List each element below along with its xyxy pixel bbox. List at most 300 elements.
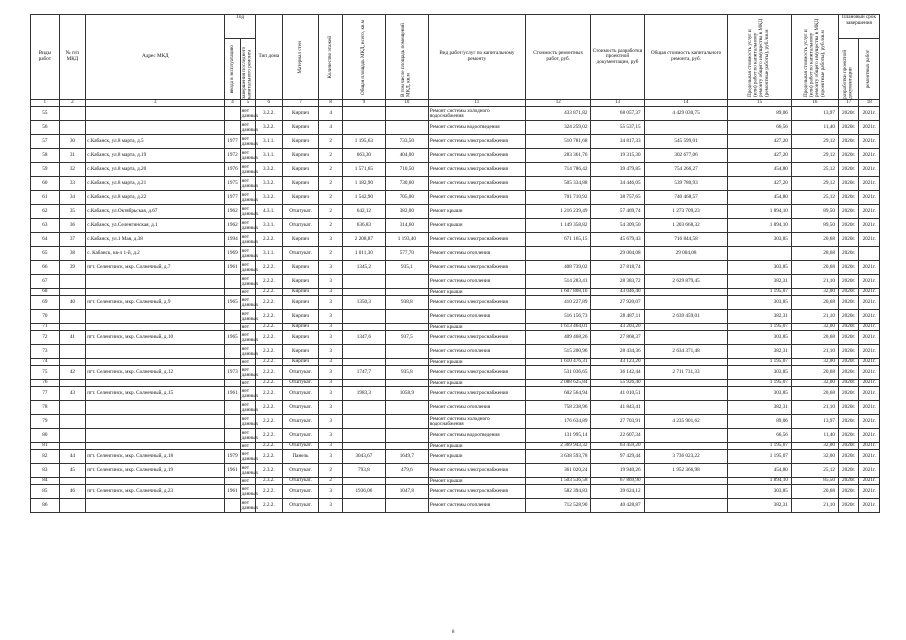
cell-plan-remont: 2021г.: [859, 450, 880, 464]
cell-god-remonta: нет данных: [241, 233, 259, 245]
table-row: [31, 296, 880, 310]
cell-address: с.Кабанск, ул.8 марта, д.5: [86, 135, 225, 149]
cell-plan-proekt: 2020г.: [838, 415, 858, 429]
cell-area-total: 1350,3: [342, 296, 385, 310]
cell-plan-remont: 2021г.: [859, 289, 880, 296]
cell-cost-project: 57 469,74: [591, 205, 644, 219]
column-number: 18: [859, 100, 880, 107]
cell-etazhey: 2: [319, 464, 343, 478]
cell-cost-repair: 510 781,68: [525, 135, 590, 149]
cell-god-vvoda: 1965: [225, 331, 240, 345]
header-plan-remont: ремонтных работ: [859, 39, 880, 100]
cell-god-vvoda: 1961: [225, 387, 240, 401]
table-row: [31, 219, 880, 233]
cell-god-remonta: нет данных: [241, 345, 259, 357]
cell-cost-project: 27 818,74: [591, 261, 644, 275]
cell-area-total: 1 011,30: [342, 247, 385, 261]
cell-cost-total: 545 599,01: [644, 135, 728, 149]
cell-pred-cost-1: 1 195,07: [728, 443, 791, 450]
cell-address: с.Кабанск, ул.Октябрьская, д.67: [86, 205, 225, 219]
column-number: 15: [728, 100, 791, 107]
cell-area-total: 1345,2: [342, 261, 385, 275]
cell-pred-cost-2: 20,68: [791, 387, 838, 401]
cell-plan-remont: 2021г.: [859, 380, 880, 387]
cell-material: Отштукат.: [282, 401, 319, 415]
cell-vid-rabot: 78: [31, 401, 60, 415]
cell-pred-cost-1: 1 894,10: [728, 219, 791, 233]
cell-area-rooms: 382,00: [385, 205, 428, 219]
cell-cost-repair: 2 088 625,84: [525, 380, 590, 387]
cell-address: [86, 310, 225, 324]
cell-cost-repair: 714 786,42: [525, 163, 590, 177]
header-address: Адрес МКД: [86, 15, 225, 100]
cell-area-rooms: 938,8: [385, 296, 428, 310]
cell-cost-repair: 516 156,73: [525, 310, 590, 324]
cell-material: Отштукат.: [282, 478, 319, 485]
cell-address: [86, 401, 225, 415]
cell-material: Отштукат.: [282, 499, 319, 513]
cell-god-vvoda: 1969: [225, 247, 240, 261]
cell-vid-rabot: 72: [31, 331, 60, 345]
cell-area-rooms: 935,1: [385, 261, 428, 275]
cell-cost-repair: 514 283,41: [525, 275, 590, 289]
cell-etazhey: 3: [319, 331, 343, 345]
cell-cost-project: 41 843,41: [591, 401, 644, 415]
cell-cost-project: 43 123,20: [591, 359, 644, 366]
cell-vid-uslug: Ремонт системы электроснабжения: [428, 233, 525, 247]
cell-etazhey: 2: [319, 191, 343, 205]
cell-material: Отштукат.: [282, 485, 319, 499]
cell-address: [86, 478, 225, 485]
cell-cost-repair: 712 528,90: [525, 499, 590, 513]
cell-god-remonta: нет данных: [241, 163, 259, 175]
cell-vid-uslug: Ремонт системы водоотведения: [428, 429, 525, 443]
cell-material: Кирпич: [282, 163, 319, 177]
table-body: [31, 107, 880, 513]
cell-num-mkd: 33: [59, 177, 86, 191]
table-row: [31, 107, 880, 121]
cell-etazhey: 3: [319, 345, 343, 359]
cell-etazhey: 2: [319, 163, 343, 177]
cell-cost-repair: 1 613 464,01: [525, 324, 590, 331]
cell-address: [86, 289, 225, 296]
cell-god-remonta: нет данных: [241, 296, 259, 308]
cell-plan-remont: 2021г.: [859, 478, 880, 485]
cell-vid-uslug: Ремонт системы электроснабжения: [428, 261, 525, 275]
cell-god-vvoda: 1979: [225, 450, 240, 464]
header-god-remonta: завершения последнего капитального ремонта: [240, 39, 255, 100]
cell-cost-project: 43 203,20: [591, 324, 644, 331]
cell-god-remonta: нет данных: [241, 121, 259, 133]
cell-god-remonta: нет: [240, 478, 255, 485]
cell-cost-total: [644, 401, 728, 415]
cell-cost-repair: 283 361,76: [525, 149, 590, 163]
cell-pred-cost-1: 427,20: [728, 177, 791, 191]
cell-cost-repair: 505 334,88: [525, 177, 590, 191]
cell-plan-remont: 2021г.: [859, 163, 880, 177]
cell-material: Кирпич: [282, 324, 319, 331]
cell-tip-doma: 2.2.2.: [255, 443, 282, 450]
cell-num-mkd: 32: [59, 163, 86, 177]
table-row: [31, 499, 880, 513]
cell-material: Отштукат.: [282, 415, 319, 429]
header-god: Год: [225, 15, 256, 39]
cell-cost-repair: 410 227,89: [525, 296, 590, 310]
cell-vid-rabot: 82: [31, 450, 60, 464]
cell-material: Кирпич: [282, 135, 319, 149]
header-material: Материал стен: [282, 15, 319, 100]
cell-address: с.Кабанск, ул.1 Мая, д.38: [86, 233, 225, 247]
cell-god-vvoda: 1977: [225, 135, 240, 149]
cell-num-mkd: [59, 359, 86, 366]
cell-area-total: 1936,06: [342, 485, 385, 499]
cell-cost-repair: 602 564,94: [525, 387, 590, 401]
cell-god-vvoda: [225, 107, 240, 121]
cell-cost-total: [644, 121, 728, 135]
cell-cost-total: 2 634 371,48: [644, 345, 728, 359]
cell-god-vvoda: 1961: [225, 464, 240, 478]
cell-god-remonta: нет данных: [241, 219, 259, 231]
cell-god-vvoda: 1961: [225, 261, 240, 275]
cell-tip-doma: 2.2.2.: [255, 485, 282, 499]
cell-tip-doma: 4.3.1.: [255, 205, 282, 219]
cell-cost-project: 27 920,07: [591, 296, 644, 310]
table-row: [31, 324, 880, 331]
cell-num-mkd: [59, 443, 86, 450]
column-number: 7: [282, 100, 319, 107]
cell-cost-repair: 515 200,96: [525, 345, 590, 359]
cell-pred-cost-1: [728, 247, 791, 261]
cell-material: Кирпич: [282, 275, 319, 289]
table-row: [31, 464, 880, 478]
cell-area-rooms: 577,70: [385, 247, 428, 261]
cell-god-remonta: нет данных: [241, 401, 259, 413]
cell-plan-proekt: 2020г.: [838, 247, 858, 261]
cell-vid-rabot: 80: [31, 429, 60, 443]
cell-god-remonta: нет данных: [241, 331, 259, 343]
cell-god-vvoda: [225, 429, 240, 443]
cell-pred-cost-1: 454,80: [728, 464, 791, 478]
cell-vid-rabot: 59: [31, 163, 60, 177]
cell-material: Отштукат.: [282, 366, 319, 380]
cell-address: с.Кабанск, ул.8 марта, д.19: [86, 149, 225, 163]
cell-plan-remont: 2021г.: [859, 191, 880, 205]
cell-plan-proekt: 2020г.: [838, 443, 858, 450]
cell-material: Кирпич: [282, 149, 319, 163]
cell-pred-cost-2: 32,00: [791, 289, 838, 296]
header-pred-cost-2: Предельная стоимость услуг и (или) работ по капитальному ремонту общего имущества в МКД (проектные работы), руб./кв.м: [791, 15, 838, 100]
cell-pred-cost-1: 1 195,07: [728, 324, 791, 331]
cell-plan-remont: 2021г.: [859, 387, 880, 401]
cell-vid-rabot: 69: [31, 296, 60, 310]
cell-vid-rabot: 67: [31, 275, 60, 289]
cell-god-remonta: нет данных: [241, 261, 259, 273]
cell-pred-cost-1: 382,31: [728, 401, 791, 415]
cell-cost-project: 28 383,72: [591, 275, 644, 289]
cell-vid-uslug: Ремонт системы отопления: [428, 275, 525, 289]
cell-plan-proekt: 2020г.: [838, 429, 858, 443]
cell-num-mkd: [59, 429, 86, 443]
cell-area-total: [342, 121, 385, 135]
cell-pred-cost-1: 1 195,07: [728, 289, 791, 296]
cell-cost-project: 19 940,26: [591, 464, 644, 478]
cell-vid-uslug: Ремонт системы электроснабжения: [428, 464, 525, 478]
cell-god-vvoda: [225, 499, 240, 513]
cell-vid-uslug: Ремонт крыши: [428, 324, 525, 331]
cell-plan-proekt: 2020г.: [838, 464, 858, 478]
column-number-row: [31, 100, 880, 107]
cell-material: Отштукат.: [282, 219, 319, 233]
cell-god-remonta: нет: [240, 324, 255, 331]
cell-area-rooms: [385, 443, 428, 450]
cell-tip-doma: 2.2.2.: [255, 415, 282, 429]
cell-tip-doma: 2.2.2.: [255, 233, 282, 247]
cell-vid-rabot: 66: [31, 261, 60, 275]
cell-cost-total: 754 266,27: [644, 163, 728, 177]
cell-etazhey: 3: [319, 366, 343, 380]
column-number: 2: [59, 100, 86, 107]
table-row: [31, 443, 880, 450]
table-row: [31, 485, 880, 499]
cell-area-rooms: [385, 121, 428, 135]
page-number: 8: [452, 630, 455, 635]
cell-address: [86, 499, 225, 513]
cell-address: с.Кабанск, ул.8 марта, д.22: [86, 191, 225, 205]
cell-cost-total: [644, 478, 728, 485]
cell-address: пгт. Селенгинск, мкр. Солнечный, д.15: [86, 387, 225, 401]
cell-vid-uslug: Ремонт крыши: [428, 359, 525, 366]
cell-pred-cost-2: 32,00: [791, 380, 838, 387]
column-number: 8: [319, 100, 343, 107]
cell-vid-uslug: Ремонт системы электроснабжения: [428, 296, 525, 310]
cell-plan-remont: 2021г.: [859, 366, 880, 380]
cell-area-rooms: 710,50: [385, 163, 428, 177]
cell-plan-remont: 2021г.: [859, 324, 880, 331]
cell-cost-repair: 1 216 239,49: [525, 205, 590, 219]
cell-cost-total: [644, 261, 728, 275]
cell-cost-repair: 131 995,14: [525, 429, 590, 443]
cell-etazhey: 2: [319, 478, 343, 485]
cell-pred-cost-2: 21,10: [791, 499, 838, 513]
cell-area-total: 1 182,90: [342, 177, 385, 191]
cell-plan-proekt: 2020г.: [838, 485, 858, 499]
cell-cost-project: 55 926,40: [591, 380, 644, 387]
cell-god-remonta: нет данных: [241, 135, 259, 147]
cell-num-mkd: 42: [59, 366, 86, 380]
cell-pred-cost-1: 1 894,10: [728, 478, 791, 485]
cell-material: Отштукат.: [282, 464, 319, 478]
cell-material: Отштукат.: [282, 205, 319, 219]
cell-num-mkd: [59, 289, 86, 296]
cell-address: [86, 345, 225, 359]
cell-etazhey: 2: [319, 219, 343, 233]
column-number: 16: [791, 100, 838, 107]
cell-god-remonta: нет: [240, 380, 255, 387]
cell-cost-total: 716 844,58: [644, 233, 728, 247]
cell-plan-proekt: 2020г.: [838, 205, 858, 219]
cell-area-rooms: 730,60: [385, 177, 428, 191]
cell-material: Кирпич: [282, 121, 319, 135]
cell-pred-cost-1: 89,06: [728, 415, 791, 429]
column-number: 10: [385, 100, 428, 107]
cell-cost-total: 740 468,57: [644, 191, 728, 205]
cell-pred-cost-1: 382,31: [728, 499, 791, 513]
cell-area-total: [342, 499, 385, 513]
cell-plan-proekt: 2020г.: [838, 380, 858, 387]
cell-cost-project: 54 309,50: [591, 219, 644, 233]
cell-cost-repair: 2 369 943,32: [525, 443, 590, 450]
cell-god-remonta: нет данных: [241, 429, 259, 441]
cell-area-rooms: [385, 324, 428, 331]
column-number: 17: [838, 100, 858, 107]
cell-god-vvoda: 1972: [225, 149, 240, 163]
cell-vid-rabot: 61: [31, 191, 60, 205]
cell-god-vvoda: [225, 345, 240, 359]
cell-cost-project: 68 057,37: [591, 107, 644, 121]
cell-area-rooms: 1058,9: [385, 387, 428, 401]
cell-vid-uslug: Ремонт системы отопления: [428, 345, 525, 359]
cell-cost-repair: 582 394,83: [525, 485, 590, 499]
table-row: [31, 121, 880, 135]
cell-tip-doma: 2.2.2.: [255, 310, 282, 324]
cell-god-vvoda: [225, 310, 240, 324]
cell-vid-uslug: Ремонт системы холодного водоснабжения: [428, 107, 525, 121]
cell-plan-remont: 2021г.: [859, 310, 880, 324]
cell-cost-project: 55 537,15: [591, 121, 644, 135]
cell-pred-cost-1: 66,56: [728, 429, 791, 443]
cell-pred-cost-2: 20,68: [791, 233, 838, 247]
cell-cost-total: 4 235 901,62: [644, 415, 728, 429]
cell-tip-doma: 3.3.2.: [255, 177, 282, 191]
cell-cost-project: 27 703,91: [591, 415, 644, 429]
cell-num-mkd: 43: [59, 387, 86, 401]
cell-tip-doma: 2.2.2.: [255, 401, 282, 415]
cell-pred-cost-1: 66,56: [728, 121, 791, 135]
cell-address: пгт. Селенгинск, мкр. Солнечный, д.19: [86, 464, 225, 478]
cell-pred-cost-2: 25,12: [791, 163, 838, 177]
capital-repair-table: [30, 14, 880, 513]
cell-material: Отштукат.: [282, 387, 319, 401]
cell-cost-total: 29 004,08: [644, 247, 728, 261]
cell-plan-proekt: 2020г.: [838, 289, 858, 296]
cell-address: пгт. Селенгинск, мкр. Солнечный, д.9: [86, 296, 225, 310]
cell-plan-proekt: 2020г.: [838, 135, 858, 149]
header-area-rooms: В том числе площадь помещений МКД, кв.м: [385, 15, 428, 100]
cell-cost-project: 63 459,20: [591, 443, 644, 450]
table-row: [31, 401, 880, 415]
cell-cost-total: [644, 429, 728, 443]
cell-plan-proekt: 2020г.: [838, 324, 858, 331]
cell-plan-proekt: 2020г.: [838, 149, 858, 163]
cell-vid-uslug: Ремонт крыши: [428, 205, 525, 219]
table-row: [31, 261, 880, 275]
cell-pred-cost-2: 11,40: [791, 429, 838, 443]
cell-num-mkd: 45: [59, 464, 86, 478]
cell-tip-doma: 2.2.2.: [255, 296, 282, 310]
cell-num-mkd: [59, 324, 86, 331]
cell-cost-repair: 701 710,92: [525, 191, 590, 205]
cell-pred-cost-1: 1 195,07: [728, 380, 791, 387]
column-number: 12: [525, 100, 590, 107]
header-vid-uslug: Вид работ/услуг по капитальному ремонту: [428, 15, 525, 100]
cell-num-mkd: [59, 499, 86, 513]
cell-area-rooms: 935,8: [385, 366, 428, 380]
cell-vid-rabot: 60: [31, 177, 60, 191]
cell-plan-remont: 2021г.: [859, 296, 880, 310]
cell-pred-cost-2: 20,68: [791, 331, 838, 345]
cell-vid-rabot: 64: [31, 233, 60, 247]
table-row: [31, 149, 880, 163]
cell-god-remonta: нет данных: [241, 415, 259, 427]
cell-area-total: 3043,67: [342, 450, 385, 464]
cell-etazhey: 3: [319, 359, 343, 366]
cell-pred-cost-2: 32,00: [791, 443, 838, 450]
cell-god-vvoda: 1975: [225, 177, 240, 191]
cell-cost-project: 22 607,34: [591, 429, 644, 443]
cell-num-mkd: [59, 380, 86, 387]
cell-plan-proekt: 2020г.: [838, 387, 858, 401]
cell-vid-uslug: Ремонт системы электроснабжения: [428, 163, 525, 177]
cell-plan-proekt: 2020г.: [838, 331, 858, 345]
cell-pred-cost-2: 21,10: [791, 401, 838, 415]
cell-address: [86, 429, 225, 443]
cell-cost-project: 36 142,44: [591, 366, 644, 380]
cell-god-vvoda: [225, 324, 240, 331]
cell-vid-uslug: Ремонт системы отопления: [428, 310, 525, 324]
cell-address: [86, 121, 225, 135]
cell-pred-cost-1: 303,85: [728, 387, 791, 401]
cell-plan-remont: 2021г.: [859, 261, 880, 275]
cell-god-vvoda: 1976: [225, 163, 240, 177]
cell-pred-cost-1: 1 195,07: [728, 359, 791, 366]
cell-cost-repair: 361 020,24: [525, 464, 590, 478]
cell-num-mkd: [59, 121, 86, 135]
cell-tip-doma: 2.2.2.: [255, 450, 282, 464]
cell-pred-cost-1: 454,80: [728, 163, 791, 177]
table-row: [31, 163, 880, 177]
cell-cost-total: [644, 324, 728, 331]
cell-cost-repair: 433 871,82: [525, 107, 590, 121]
cell-god-remonta: нет данных: [241, 275, 259, 287]
cell-address: с.Кабанск, ул.8 марта, д.21: [86, 177, 225, 191]
cell-cost-project: 40 428,87: [591, 499, 644, 513]
cell-pred-cost-2: 89,50: [791, 205, 838, 219]
cell-tip-doma: 2.2.2.: [255, 380, 282, 387]
cell-material: Отштукат.: [282, 247, 319, 261]
cell-tip-doma: 2.3.2.: [255, 464, 282, 478]
cell-plan-remont: 2021г.: [859, 331, 880, 345]
table-row: [31, 247, 880, 261]
cell-plan-proekt: 2020г.: [838, 191, 858, 205]
cell-god-vvoda: 1965: [225, 296, 240, 310]
cell-num-mkd: [59, 275, 86, 289]
cell-material: Кирпич: [282, 296, 319, 310]
cell-cost-total: 4 429 030,75: [644, 107, 728, 121]
cell-plan-proekt: 2020г.: [838, 478, 858, 485]
cell-cost-project: 67 869,90: [591, 478, 644, 485]
cell-pred-cost-2: 25,12: [791, 191, 838, 205]
cell-plan-remont: 2021г.: [859, 429, 880, 443]
cell-area-rooms: 1649,7: [385, 450, 428, 464]
cell-plan-proekt: 2020г.: [838, 499, 858, 513]
cell-vid-rabot: 81: [31, 443, 60, 450]
cell-area-total: [342, 275, 385, 289]
cell-tip-doma: 2.2.2.: [255, 275, 282, 289]
cell-vid-rabot: 73: [31, 345, 60, 359]
table-row: [31, 415, 880, 429]
cell-etazhey: 3: [319, 415, 343, 429]
cell-plan-proekt: 2020г.: [838, 450, 858, 464]
